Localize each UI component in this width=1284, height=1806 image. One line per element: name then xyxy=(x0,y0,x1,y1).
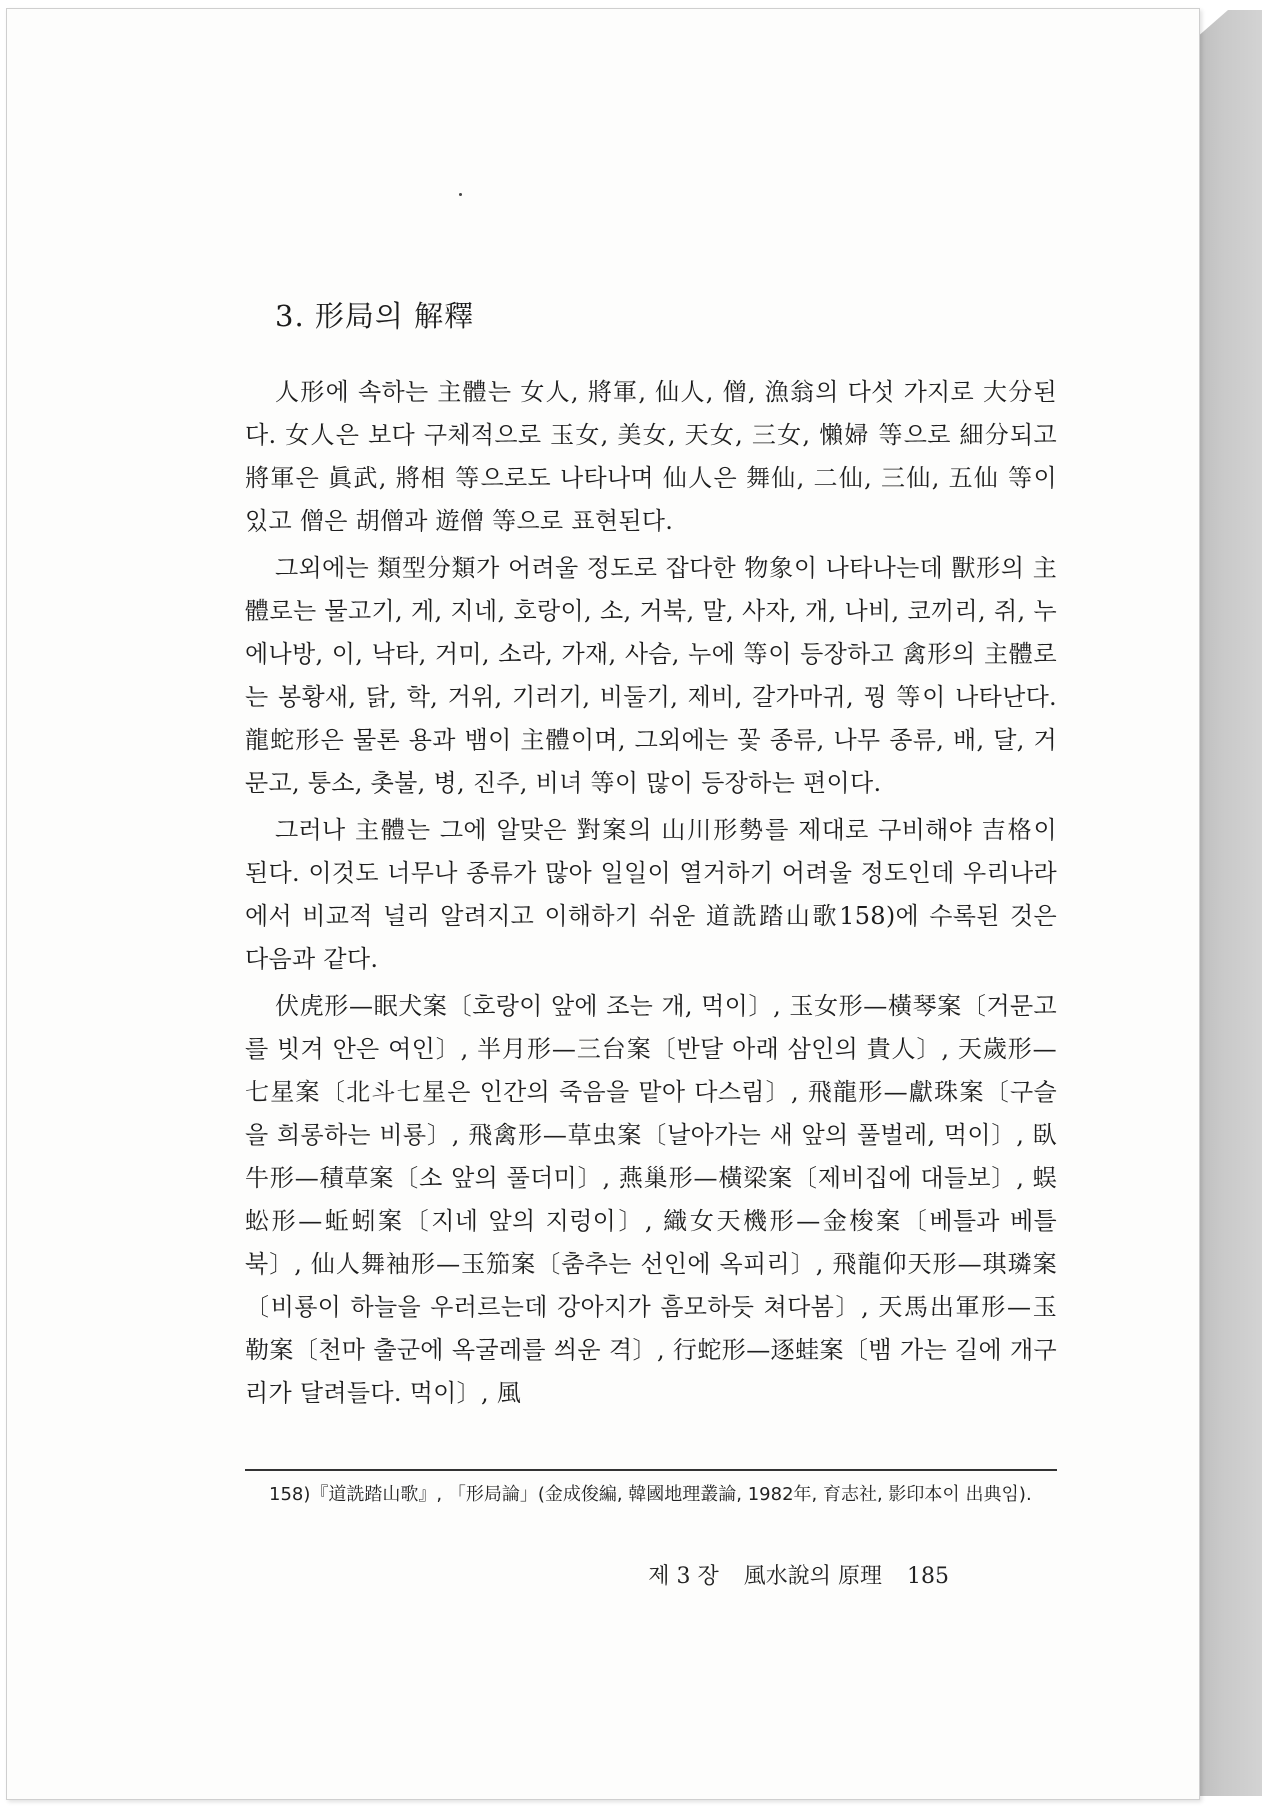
paragraph-1: 人形에 속하는 主體는 女人, 將軍, 仙人, 僧, 漁翁의 다섯 가지로 大分된다. 女人은 보다 구체적으로 玉女, 美女, 天女, 三女, 懶婦 等으로 細分되고 將軍은 眞武, 將相 等으로도 나타나며 仙人은 舞仙, 二仙, 三仙, 五仙 等이 있고 僧은 胡僧과 遊僧 等으로 표현된다. xyxy=(245,378,1057,535)
paragraph-2: 그외에는 類型分類가 어려울 정도로 잡다한 物象이 나타나는데 獸形의 主體로는 물고기, 게, 지네, 호랑이, 소, 거북, 말, 사자, 개, 나비, 코끼리, 쥐, 누에나방, 이, 낙타, 거미, 소라, 가재, 사슴, 누에 等이 등장하고 禽形의 主體로는 봉황새, 닭, 학, 거위, 기러기, 비둘기, 제비, 갈가마귀, 꿩 等이 나타난다. 龍蛇形은 물론 용과 뱀이 主體이며, 그외에는 꽃 종류, 나무 종류, 배, 달, 거문고, 퉁소, 촛불, 병, 진주, 비녀 等이 많이 등장하는 편이다. xyxy=(245,554,1057,797)
footnote-158: 158)『道詵踏山歌』, 「形局論」(金成俊編, 韓國地理叢論, 1982年, 育志社, 影印本이 出典임). xyxy=(269,1484,1032,1505)
footer-title: 風水說의 原理 xyxy=(743,1564,882,1589)
book-page xyxy=(6,8,1200,1800)
footnote-rule xyxy=(245,1469,1057,1471)
ink-speck xyxy=(459,193,462,196)
paragraph-3: 그러나 主體는 그에 알맞은 對案의 山川形勢를 제대로 구비해야 吉格이 된다. 이것도 너무나 종류가 많아 일일이 열거하기 어려울 정도인데 우리나라에서 비교적 널리 알려지고 이해하기 쉬운 道詵踏山歌158)에 수록된 것은 다음과 같다. xyxy=(245,816,1057,973)
page-number: 185 xyxy=(907,1564,949,1589)
page-side-edge xyxy=(1196,10,1262,1796)
body-text xyxy=(245,371,1057,1419)
paragraph-4: 伏虎形—眠犬案〔호랑이 앞에 조는 개, 먹이〕, 玉女形—橫琴案〔거문고를 빗겨 안은 여인〕, 半月形—三台案〔반달 아래 삼인의 貴人〕, 天歲形—七星案〔北斗七星은 인간의 죽음을 맡아 다스림〕, 飛龍形—獻珠案〔구슬을 희롱하는 비룡〕, 飛禽形—草虫案〔날아가는 새 앞의 풀벌레, 먹이〕, 臥牛形—積草案〔소 앞의 풀더미〕, 燕巢形—橫梁案〔제비집에 대들보〕, 蜈蚣形—蚯蚓案〔지네 앞의 지렁이〕, 織女天機形—金梭案〔베틀과 베틀북〕, 仙人舞袖形—玉笳案〔춤추는 선인에 옥피리〕, 飛龍仰天形—琪璘案〔비룡이 하늘을 우러르는데 강아지가 흠모하듯 쳐다봄〕, 天馬出軍形—玉勒案〔천마 출군에 옥굴레를 씌운 격〕, 行蛇形—逐蛙案〔뱀 가는 길에 개구리가 달려들다. 먹이〕, 風 xyxy=(245,992,1057,1407)
section-heading: 3. 形局의 解釋 xyxy=(275,299,475,333)
page-footer xyxy=(648,1559,949,1590)
footer-chapter: 제 3 장 xyxy=(648,1564,719,1589)
